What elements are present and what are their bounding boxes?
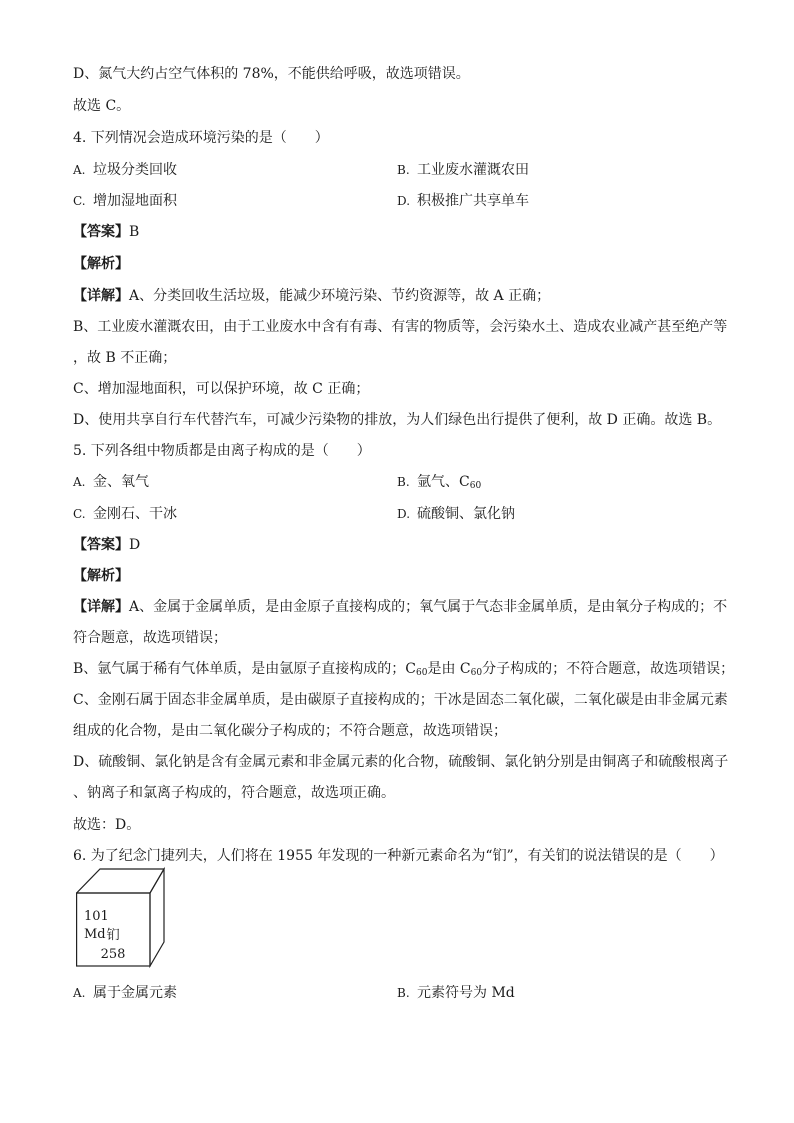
q5-detail-b: [73, 659, 734, 683]
q5-option-a: [73, 472, 149, 492]
option-text: 金、氧气: [93, 474, 149, 490]
q4-answer: [73, 222, 139, 242]
option-text: 元素符号为 Md: [417, 985, 515, 1001]
option-letter: B.: [397, 475, 410, 489]
detail-text: B、氩气属于稀有气体单质，是由氩原子直接构成的；C: [73, 661, 416, 677]
atomic-mass: 258: [100, 947, 126, 962]
q5-detail-c1: C、金刚石属于固态非金属单质，是由碳原子直接构成的；干冰是固态二氧化碳，二氧化碳是由非金属元素: [73, 692, 728, 708]
q4-analysis-tag: 【解析】: [73, 256, 129, 272]
q5-detail-a1: [73, 597, 727, 617]
element-symbol: Md: [84, 927, 106, 942]
option-letter: B.: [397, 163, 410, 177]
q6-option-a: [73, 983, 177, 1003]
q5-analysis-tag: 【解析】: [73, 568, 129, 584]
q4-detail-b2: ，故 B 不正确；: [73, 350, 177, 366]
q4-option-a: [73, 160, 177, 180]
detail-text: 是由 C: [427, 661, 471, 677]
q5-detail-d2: 、钠离子和氯离子构成的，符合题意，故选项正确。: [73, 785, 395, 801]
q4-option-b: [397, 160, 529, 180]
atomic-number: 101: [84, 909, 109, 924]
q4-detail-a: [73, 286, 550, 306]
option-text: 垃圾分类回收: [93, 162, 177, 178]
question-5: 5. 下列各组中物质都是由离子构成的是（ ）: [73, 443, 371, 459]
option-letter: A.: [73, 986, 86, 1000]
subscript: 60: [469, 481, 482, 491]
option-text: 工业废水灌溉农田: [417, 162, 529, 178]
q5-detail-c2: 组成的化合物，是由二氧化碳分子构成的；不符合题意，故选项错误；: [73, 723, 507, 739]
q5-detail-a2: 符合题意，故选项错误；: [73, 630, 227, 646]
q5-answer: [73, 535, 140, 555]
q5-option-b: [397, 472, 481, 496]
detail-text: A、金属于金属单质，是由金原子直接构成的；氧气属于气态非金属单质，是由氧分子构成的；不: [129, 599, 728, 615]
q4-option-c: [73, 191, 177, 211]
option-letter: D.: [397, 507, 411, 521]
option-letter: B.: [397, 986, 410, 1000]
detail-tag: 【详解】: [73, 288, 129, 304]
q4-detail-d: D、使用共享自行车代替汽车，可减少污染物的排放，为人们绿色出行提供了便利，故 D 正确。故选 B。: [73, 412, 722, 428]
answer-tag: 【答案】: [73, 224, 129, 240]
answer-value: D: [129, 537, 141, 553]
option-text: 增加湿地面积: [93, 193, 177, 209]
question-6: 6. 为了纪念门捷列夫，人们将在 1955 年发现的一种新元素命名为“钔”，有关钔的说法错误的是（ ）: [73, 848, 724, 864]
option-text: 氩气、C: [417, 474, 470, 490]
q5-detail-d1: D、硫酸铜、氯化钠是含有金属元素和非金属元素的化合物，硫酸铜、氯化钠分别是由铜离子和硫酸根离子: [73, 754, 729, 770]
q5-option-d: [397, 504, 515, 524]
answer-value: B: [129, 224, 140, 240]
option-text: 积极推广共享单车: [417, 193, 529, 209]
subscript: 60: [470, 668, 483, 678]
question-4: 4. 下列情况会造成环境污染的是（ ）: [73, 130, 329, 146]
q4-detail-c: C、增加湿地面积，可以保护环境，故 C 正确；: [73, 381, 370, 397]
option-letter: D.: [397, 194, 411, 208]
q5-option-c: [73, 504, 177, 524]
text-line: 故选 C。: [73, 98, 131, 114]
q4-option-d: [397, 191, 529, 211]
q6-option-b: [397, 983, 515, 1003]
answer-tag: 【答案】: [73, 537, 129, 553]
detail-text: 分子构成的；不符合题意，故选项错误；: [482, 661, 735, 677]
element-name: 钔: [106, 928, 120, 943]
option-letter: A.: [73, 475, 86, 489]
q4-detail-b1: B、工业废水灌溉农田，由于工业废水中含有有毒、有害的物质等，会污染水土、造成农业减产甚至绝产等: [73, 319, 728, 335]
option-text: 硫酸铜、氯化钠: [417, 506, 515, 522]
q5-final: 故选：D。: [73, 817, 141, 833]
option-letter: A.: [73, 163, 86, 177]
option-text: 属于金属元素: [93, 985, 177, 1001]
detail-text: A、分类回收生活垃圾，能减少环境污染、节约资源等，故 A 正确；: [129, 288, 551, 304]
text-line: D、氮气大约占空气体积的 78%，不能供给呼吸，故选项错误。: [73, 66, 470, 82]
option-letter: C.: [73, 507, 86, 521]
subscript: 60: [416, 668, 428, 678]
option-letter: C.: [73, 194, 86, 208]
detail-tag: 【详解】: [73, 599, 129, 615]
option-text: 金刚石、干冰: [93, 506, 177, 522]
